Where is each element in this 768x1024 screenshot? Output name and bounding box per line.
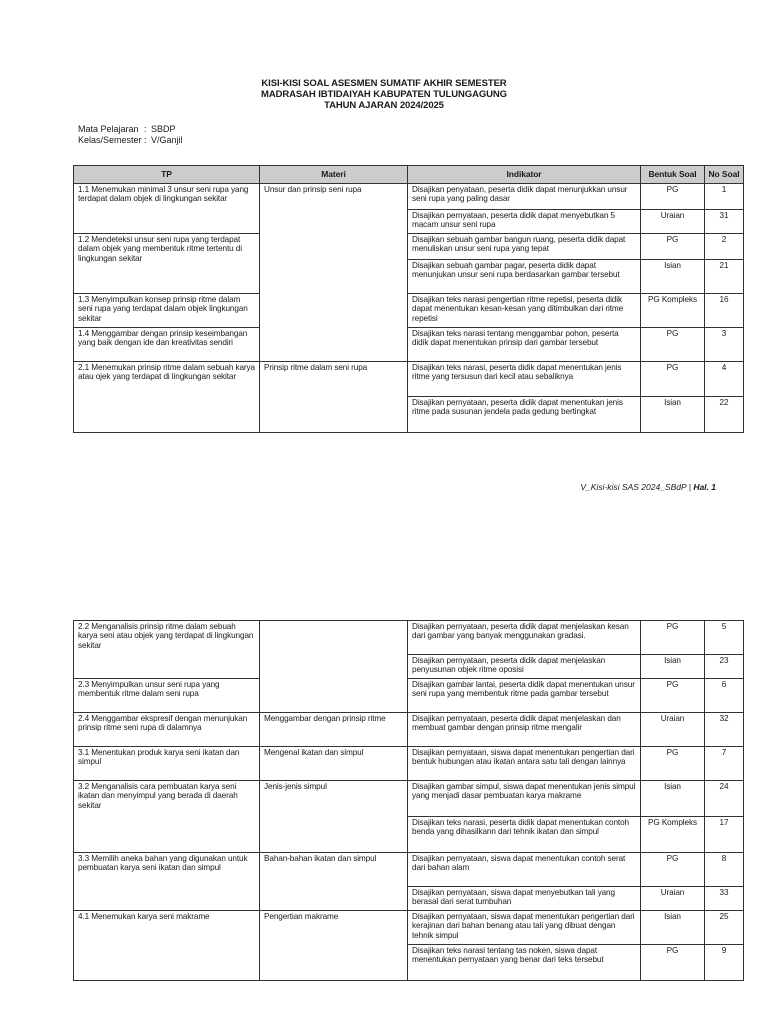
page-footer — [580, 482, 716, 492]
no-soal-cell: 32 — [705, 713, 744, 747]
bentuk-soal-cell: PG — [641, 747, 705, 781]
indikator-cell: Disajikan teks narasi tentang tas noken, siswa dapat menentukan pernyataan yang benar dari teks tersebut — [408, 945, 641, 981]
materi-cell: Jenis-jenis simpul — [260, 781, 408, 853]
tp-cell: 1.1 Menemukan minimal 3 unsur seni rupa yang terdapat dalam objek di lingkungan sekitar — [74, 184, 260, 234]
no-soal-cell: 23 — [705, 655, 744, 679]
indikator-cell: Disajikan sebuah gambar pagar, peserta didik dapat menunjukan unsur seni rupa berdasarkan gambar tersebut — [408, 260, 641, 294]
materi-cell — [260, 621, 408, 713]
tp-cell: 2.2 Menganalisis prinsip ritme dalam sebuah karya seni atau objek yang terdapat di lingkungan sekitar — [74, 621, 260, 679]
materi-cell: Pengertian makrame — [260, 911, 408, 981]
column-header-bentuk-soal: Bentuk Soal — [641, 166, 705, 184]
no-soal-cell: 3 — [705, 328, 744, 362]
table-row — [74, 747, 744, 781]
footer-document-name: V_Kisi-kisi SAS 2024_SBdP — [580, 482, 687, 492]
no-soal-cell: 25 — [705, 911, 744, 945]
bentuk-soal-cell: PG Kompleks — [641, 817, 705, 853]
no-soal-cell: 24 — [705, 781, 744, 817]
subject-value: SBDP — [151, 124, 176, 134]
no-soal-cell: 31 — [705, 210, 744, 234]
bentuk-soal-cell: PG — [641, 234, 705, 260]
bentuk-soal-cell: PG — [641, 328, 705, 362]
header-title-line1: KISI-KISI SOAL ASESMEN SUMATIF AKHIR SEMESTER — [261, 78, 507, 89]
table-row — [74, 911, 744, 945]
no-soal-cell: 21 — [705, 260, 744, 294]
no-soal-cell: 9 — [705, 945, 744, 981]
bentuk-soal-cell: Isian — [641, 781, 705, 817]
subject-label: Mata Pelajaran — [78, 124, 139, 134]
bentuk-soal-cell: Isian — [641, 911, 705, 945]
column-header-materi: Materi — [260, 166, 408, 184]
table-row — [74, 679, 744, 713]
tp-cell: 2.4 Menggambar ekspresif dengan menunjukan prinsip ritme seni rupa di dalamnya — [74, 713, 260, 747]
bentuk-soal-cell: Uraian — [641, 210, 705, 234]
materi-cell: Menggambar dengan prinsip ritme — [260, 713, 408, 747]
indikator-cell: Disajikan pernyataan, peserta didik dapat menjelaskan kesan dari gambar yang banyak menggunakan gradasi. — [408, 621, 641, 655]
kisi-kisi-table-page2 — [73, 620, 744, 981]
indikator-cell: Disajikan pernyataan, peserta didik dapat menjelaskan penyusunan objek ritme oposisi — [408, 655, 641, 679]
table-row — [74, 184, 744, 210]
indikator-cell: Disajikan teks narasi, peserta didik dapat menentukan jenis ritme yang tersusun dari kecil atau sebaliknya — [408, 362, 641, 397]
footer-separator: | — [688, 482, 691, 492]
indikator-cell: Disajikan teks narasi, peserta didik dapat menentukan contoh benda yang dihasilkann dari tehnik ikatan dan simpul — [408, 817, 641, 853]
materi-cell: Unsur dan prinsip seni rupa — [260, 184, 408, 362]
tp-cell: 4.1 Menemukan karya seni makrame — [74, 911, 260, 981]
class-label: Kelas/Semester — [78, 135, 142, 145]
table-header-row — [74, 166, 744, 184]
indikator-cell: Disajikan teks narasi pengertian ritme repetisi, peserta didik dapat menentukan kesan-kesan yang ditimbulkan dari ritme repetisi — [408, 294, 641, 328]
column-header-indikator: Indikator — [408, 166, 641, 184]
meta-class-row — [78, 135, 183, 146]
subject-separator: : — [144, 124, 147, 134]
materi-cell: Bahan-bahan ikatan dan simpul — [260, 853, 408, 911]
materi-cell: Mengenal ikatan dan simpul — [260, 747, 408, 781]
bentuk-soal-cell: PG — [641, 679, 705, 713]
tp-cell: 1.2 Mendeteksi unsur seni rupa yang terdapat dalam objek yang membentuk ritme tertentu di lingkungan sekitar — [74, 234, 260, 294]
document-page-2 — [0, 590, 768, 1024]
no-soal-cell: 7 — [705, 747, 744, 781]
bentuk-soal-cell: PG Kompleks — [641, 294, 705, 328]
table-row — [74, 234, 744, 260]
meta-subject-row — [78, 124, 183, 135]
no-soal-cell: 6 — [705, 679, 744, 713]
no-soal-cell: 17 — [705, 817, 744, 853]
class-value: V/Ganjil — [151, 135, 183, 145]
indikator-cell: Disajikan pernyataan, peserta didik dapat menentukan jenis ritme pada susunan jendela pada gedung bertingkat — [408, 397, 641, 433]
no-soal-cell: 2 — [705, 234, 744, 260]
no-soal-cell: 22 — [705, 397, 744, 433]
table-row — [74, 713, 744, 747]
column-header-tp: TP — [74, 166, 260, 184]
table-row — [74, 294, 744, 328]
indikator-cell: Disajikan pernyataan, siswa dapat menentukan contoh serat dari bahan alam — [408, 853, 641, 887]
header-title-line2: MADRASAH IBTIDAIYAH KABUPATEN TULUNGAGUNG — [261, 89, 507, 100]
tp-cell: 3.1 Menentukan produk karya seni ikatan dan simpul — [74, 747, 260, 781]
bentuk-soal-cell: PG — [641, 853, 705, 887]
tp-cell: 3.3 Memilih aneka bahan yang digunakan untuk pembuatan karya seni ikatan dan simpul — [74, 853, 260, 911]
bentuk-soal-cell: PG — [641, 621, 705, 655]
column-header-no-soal: No Soal — [705, 166, 744, 184]
indikator-cell: Disajikan pernyataan, siswa dapat menentukan pengertian dari kerajinan dari bahan benang atau tali yang dibuat dengan tehnik simpul — [408, 911, 641, 945]
document-meta — [78, 124, 183, 146]
footer-page-number: Hal. 1 — [693, 482, 716, 492]
indikator-cell: Disajikan penyataan, peserta didik dapat menunjukkan unsur seni rupa yang paling dasar — [408, 184, 641, 210]
indikator-cell: Disajikan pernyataan, peserta didik dapat menjelaskan dan membuat gambar dengan prinsip ritme mengalir — [408, 713, 641, 747]
table-row — [74, 328, 744, 362]
tp-cell: 3.2 Menganalisis cara pembuatan karya seni ikatan dan menyimpul yang berada di daerah sekitar — [74, 781, 260, 853]
header-title-line3: TAHUN AJARAN 2024/2025 — [324, 100, 444, 111]
table-row — [74, 781, 744, 817]
table-row — [74, 621, 744, 655]
document-header — [0, 78, 768, 111]
indikator-cell: Disajikan pernyataan, siswa dapat menyebutkan tali yang berasal dari serat tumbuhan — [408, 887, 641, 911]
materi-cell: Prinsip ritme dalam seni rupa — [260, 362, 408, 433]
bentuk-soal-cell: PG — [641, 184, 705, 210]
kisi-kisi-table-page1 — [73, 165, 744, 433]
bentuk-soal-cell: Uraian — [641, 887, 705, 911]
bentuk-soal-cell: Isian — [641, 260, 705, 294]
indikator-cell: Disajikan sebuah gambar bangun ruang, peserta didik dapat menuliskan unsur seni rupa yang tepat — [408, 234, 641, 260]
bentuk-soal-cell: PG — [641, 362, 705, 397]
no-soal-cell: 5 — [705, 621, 744, 655]
no-soal-cell: 8 — [705, 853, 744, 887]
no-soal-cell: 33 — [705, 887, 744, 911]
class-separator: : — [144, 135, 147, 145]
bentuk-soal-cell: Uraian — [641, 713, 705, 747]
bentuk-soal-cell: Isian — [641, 655, 705, 679]
no-soal-cell: 16 — [705, 294, 744, 328]
no-soal-cell: 1 — [705, 184, 744, 210]
tp-cell: 2.1 Menemukan prinsip ritme dalam sebuah karya atau ojek yang terdapat di lingkungan sekitar — [74, 362, 260, 433]
table-row — [74, 853, 744, 887]
indikator-cell: Disajikan teks narasi tentang menggambar pohon, peserta didik dapat menentukan prinsip dari gambar tersebut — [408, 328, 641, 362]
indikator-cell: Disajikan pernyataan, peserta didik dapat menyebutkan 5 macam unsur seni rupa — [408, 210, 641, 234]
tp-cell: 2.3 Menyimpulkan unsur seni rupa yang membentuk ritme dalam seni rupa — [74, 679, 260, 713]
bentuk-soal-cell: Isian — [641, 397, 705, 433]
indikator-cell: Disajikan gambar lantai, peserta didik dapat menentukan unsur seni rupa yang membentuk ritme pada gambar tersebut — [408, 679, 641, 713]
tp-cell: 1.4 Menggambar dengan prinsip keseimbangan yang baik dengan ide dan kreativitas sendiri — [74, 328, 260, 362]
no-soal-cell: 4 — [705, 362, 744, 397]
table-row — [74, 362, 744, 397]
tp-cell: 1.3 Menyimpulkan konsep prinsip ritme dalam seni rupa yang terdapat dalam objek lingkungan sekitar — [74, 294, 260, 328]
indikator-cell: Disajikan pernyataan, siswa dapat menentukan pengertian dari bentuk hubungan atau ikatan antara satu tali dengan lainnya — [408, 747, 641, 781]
bentuk-soal-cell: PG — [641, 945, 705, 981]
indikator-cell: Disajikan gambar simpul, siswa dapat menentukan jenis simpul yang menjadi dasar pembuatan karya makrame — [408, 781, 641, 817]
